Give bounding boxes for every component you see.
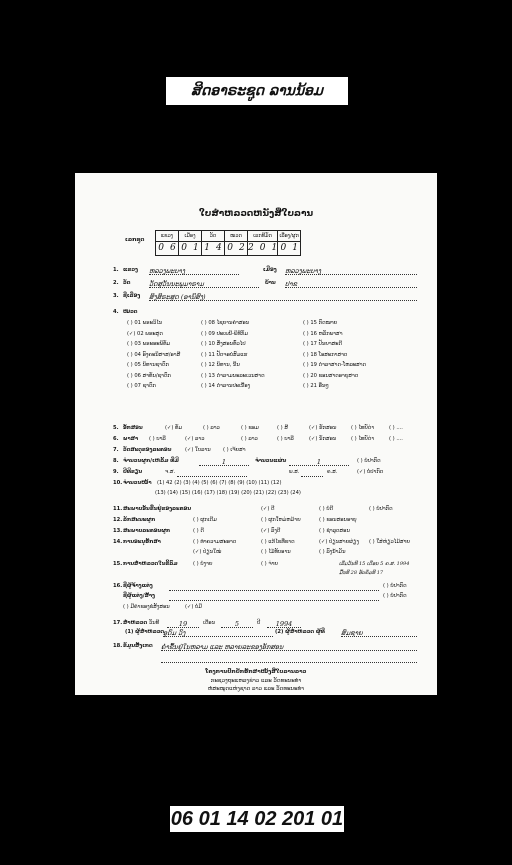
option[interactable]: ( ) ບໍ່ປາກົດ <box>383 593 407 599</box>
field-number: 15. <box>113 561 123 567</box>
survey-day: 19 <box>167 620 199 628</box>
field-number: 14. <box>113 539 123 545</box>
category-option[interactable]: ( ) 17 ປັນຍາສະດີ <box>303 341 343 347</box>
page-count-numbers: (1) 42 (2) (3) (4) (5) (6) (7) (8) (9) (10) (11) (12) <box>157 480 282 486</box>
field-title <box>113 293 423 301</box>
field-label: ຈຳນວນໜ້າ <box>123 480 152 486</box>
row-script <box>113 425 423 433</box>
code-header-row <box>156 231 301 242</box>
option[interactable]: ( ) ຂອມ <box>241 425 259 431</box>
code-digit: 4 <box>216 242 222 253</box>
era-label: ຈ.ສ. <box>165 469 176 475</box>
code-digit: 1 <box>271 242 278 253</box>
option[interactable]: ( ) ໄທຍ໌ດ່າ <box>351 436 375 442</box>
leaf-count-value: 1 <box>289 458 349 466</box>
field-number: 11. <box>113 506 123 512</box>
option[interactable]: ( ) ບໍ່ປາກົດ <box>369 506 393 512</box>
category-option[interactable]: ( ) 11 ປັດຈອບໍສົມແຮ <box>201 351 248 358</box>
code-digit: 0 <box>259 242 266 253</box>
survey-form-sheet <box>75 173 437 695</box>
field-label: ຊື່ຜູ້ຈ້າງແຕ່ງ <box>123 583 153 589</box>
code-digit: 2 <box>239 242 245 253</box>
row-surveyor <box>113 620 423 640</box>
option[interactable]: ( ) ຊຳລຸດສອນ <box>319 528 350 534</box>
row-conservation <box>113 539 423 557</box>
field-label: ຂໍ້ມູນສັງເກດ <box>123 643 153 649</box>
field-number: 12. <box>113 517 123 523</box>
manuscript-code-table <box>155 230 301 256</box>
option[interactable]: ( ) ຈ່າຍ <box>261 561 278 567</box>
row-language <box>113 436 423 444</box>
option[interactable]: ( ) ບໍ່ປາກົດ <box>383 583 407 589</box>
category-option[interactable]: ( ) 12 ນິທານ, ນິ້ນ <box>201 362 240 368</box>
bundle-count-value: 1 <box>199 458 249 466</box>
option[interactable]: (✓) ໃບລານ <box>185 447 211 453</box>
section-category: 4. ໝວດ <box>113 309 138 315</box>
manuscript-code-caption <box>170 806 344 832</box>
code-digit-row <box>156 242 301 256</box>
category-option[interactable]: ( ) 08 ໄຊຍານຄຳສອນ <box>201 320 250 326</box>
date-label: ປີ <box>257 620 261 626</box>
title-value: ສິງສິຣະສູດ (ອານິສົງ) <box>149 293 417 301</box>
page-count-numbers: (13) (14) (15) (16) (17) (18) (19) (20) (21) (22) (23) (24) <box>155 490 301 496</box>
temple-value: ວັດສຸວັນນະພູມາຣາມ <box>149 280 259 288</box>
option[interactable]: ( ) ບໍ່ງາຍ <box>193 561 213 567</box>
option[interactable]: ( ) ທຳຄວາມສະອາດ <box>193 539 237 545</box>
category-option[interactable]: ( ) 06 ສາທັນ/ຊາດົກ <box>127 372 171 379</box>
row-sponsor <box>113 583 423 591</box>
category-option[interactable]: ( ) 10 ສັ່ງສອນທົ່ວໄປ <box>201 341 246 347</box>
category-option[interactable]: ( ) 18 ໂອສະກາສາດ <box>303 351 348 358</box>
category-option[interactable]: ( ) 20 ຂອນສາດອາຍຸສາດ <box>303 372 359 379</box>
row-colophon <box>113 604 423 612</box>
category-option[interactable]: ( ) 21 ອື່ນໆ <box>303 383 329 389</box>
option[interactable]: ( ) ໄມ້ທັບອານ <box>261 549 291 555</box>
option[interactable]: (✓) ຮັກສອນ <box>309 425 337 431</box>
option[interactable]: ( ) ຂອນສອນອາຍຸ <box>319 517 357 523</box>
surveyor-label: (1) ຜູ້ສຳຫລວດ <box>125 629 165 635</box>
field-number: 6. <box>113 436 119 442</box>
field-number: 7. <box>113 447 119 453</box>
option[interactable]: ( ) ໃສ່ຫ່ຽວໄມ້ສາຍ <box>369 539 410 545</box>
field-number: 9. <box>113 469 119 475</box>
field-label: ສະພາບລະຄອນຜູກ <box>123 528 171 534</box>
category-option[interactable]: ( ) 09 ປະເພນີ-ພິທີກັມ <box>201 330 248 337</box>
option[interactable]: ( ) .... <box>389 436 403 442</box>
code-digit: 0 <box>158 242 164 253</box>
row-condition <box>113 506 423 514</box>
manuscript-code: 06 01 14 02 201 01 <box>170 807 344 830</box>
field-label: ການສຳຫລວດໃນຂີ້ລົມ <box>123 561 178 567</box>
option[interactable]: ( ) ບາລີ <box>277 436 294 442</box>
code-header: ເລກທີມັດ <box>248 231 278 242</box>
field-label: ຈຳນວນຜູກ/ເຫລັ້ມ ທີ່ມີ <box>123 458 179 464</box>
option[interactable]: (✓) ລົງດີ <box>261 528 281 534</box>
category-option[interactable]: ( ) 03 ພຣະອະພິທັມ <box>127 341 171 347</box>
survey-year: 1994 <box>267 620 301 628</box>
field-label: ຊື່ຜູ້ແຕ່ງ/ສ້າງ <box>123 593 156 599</box>
option[interactable]: ( ) ມີຄຳຂອງຂໍສັງສອນ <box>123 604 170 610</box>
collection-title: ສິດອາຣະຊູດ ລານນ້ອມ <box>191 83 323 99</box>
category-option[interactable]: ( ) 07 ຊາດົກ <box>127 383 156 389</box>
option[interactable]: (✓) ລາວ <box>185 436 205 442</box>
survey-month: 5 <box>221 620 253 628</box>
option[interactable]: ( ) ເຈ້ຍສາ <box>223 447 246 453</box>
province-value: ຫລວງພະບາງ <box>149 267 239 275</box>
code-header: ແຂວງ <box>156 231 179 242</box>
option[interactable]: ( ) ບໍ່ປາກົດ <box>357 458 381 464</box>
era-label: ພ.ສ. <box>289 469 300 475</box>
form-title: ໃບສຳຫລວດຫນັງສືໃບລານ <box>198 209 314 219</box>
field-number: 2. <box>113 280 119 286</box>
option[interactable]: (✓) ປ່ຽນສາຍຜ່ຽງ <box>319 539 359 545</box>
option[interactable]: ( ) ລາວ <box>241 436 258 442</box>
code-header: ເລື່ອງ/ຜູກ <box>278 231 301 242</box>
survey-end-date: ມື້ນທີ 28 ອັບຄັມທີ 17 <box>339 570 384 576</box>
row-author <box>113 593 423 601</box>
category-option[interactable]: ( ) 01 ພຣະວິໄນ <box>127 320 163 326</box>
row-page-count <box>113 480 423 500</box>
field-label: ການອະນຸຮັກສາ <box>123 539 161 545</box>
code-digit: 2 <box>248 242 254 253</box>
ministry-name: ກະຊວງຖະແຫລງຂ່າວ ແລະ ວັດທະນະທຳ <box>210 678 302 684</box>
row-bundle-count <box>113 458 423 466</box>
field-label: ແຂວງ <box>123 267 138 273</box>
field-label: ບ້ານ <box>265 280 276 286</box>
row-year <box>113 469 423 477</box>
code-header: ເມືອງ <box>179 231 202 242</box>
option[interactable]: (✓) ດີ <box>261 506 275 512</box>
second-surveyor-name: ສົມຊາຍ <box>341 629 417 637</box>
row-bundle-type <box>113 517 423 525</box>
surveyor-name: ອຸດົມ ວົງ <box>163 629 273 637</box>
code-digit: 0 <box>280 242 287 253</box>
field-temple <box>113 280 423 288</box>
field-number: 17. <box>113 620 123 626</box>
date-label: ເດືອນ <box>203 620 216 626</box>
field-label: ສຳຫລວດ <box>123 620 148 626</box>
field-label: ພາສາ <box>123 436 139 442</box>
code-digit: 0 <box>181 242 187 253</box>
option[interactable]: (✓) ປ່ຽນໃໝ່ <box>193 549 222 555</box>
row-remarks <box>113 643 423 651</box>
row-survey-period <box>113 561 423 579</box>
field-label: ວັດ <box>123 280 131 286</box>
code-digit: 1 <box>204 242 210 253</box>
option[interactable]: ( ) ລາວ <box>203 425 220 431</box>
row-bundle-state <box>113 528 423 536</box>
option[interactable]: (✓) ບໍ່ປາກົດ <box>357 469 384 475</box>
field-number: 5. <box>113 425 119 431</box>
field-number: 3. <box>113 293 119 299</box>
project-name: ໂຄງການປົກປັກຮັກສາໜັງສືໃບລານລາວ <box>205 669 307 675</box>
date-label: ວັນທີ <box>149 620 160 626</box>
category-option[interactable]: ( ) 04 ອົງຄະນິສາສ/ອາສີ <box>127 351 181 358</box>
option[interactable]: ( ) ຜູກໃຫມ່ຫມ້າຍ <box>261 517 301 523</box>
field-number: 16. <box>113 583 123 589</box>
category-option[interactable]: ( ) 15 ກົດໝາຍ <box>303 320 338 326</box>
option[interactable]: ( ) ໄທຍ໌ດ່າ <box>351 425 375 431</box>
field-number: 10. <box>113 480 123 486</box>
field-label: ຊື່ເລື່ອງ <box>123 293 141 299</box>
collection-title-label <box>166 77 348 105</box>
field-label: ສະພາບອັນຂື້ນຢູ່ຂອງລະຄອນ <box>123 506 192 512</box>
option[interactable]: ( ) ສີ <box>277 425 288 431</box>
option[interactable]: (✓) ບໍ່ມີ <box>185 604 202 610</box>
field-label: ຈຳນວນແຜ່ນ <box>255 458 287 464</box>
option[interactable]: ( ) ບໍ່ດີ <box>319 506 334 512</box>
field-number: 1. <box>113 267 119 273</box>
era-label: ຄ.ສ. <box>327 469 338 475</box>
option[interactable]: ( ) ລົງນ້ຳມັນ <box>319 549 346 555</box>
category-option[interactable]: ( ) 19 ດຳລາສາດ-ໂຫລະສາດ <box>303 362 367 368</box>
code-digit: 1 <box>292 242 298 253</box>
survey-start-date: ເລີ່ມວັນທີ 15 ເດືອນ 5 ຄ.ສ. 1994 <box>339 561 410 567</box>
category-option[interactable]: ( ) 14 ດຳລານປະເນື້ອງ <box>201 383 251 389</box>
section-label: ໝວດ <box>123 309 138 315</box>
row-material <box>113 447 423 455</box>
option[interactable]: ( ) .... <box>389 425 403 431</box>
code-label: ເລກຊຸດ <box>125 237 145 243</box>
field-number: 13. <box>113 528 123 534</box>
remarks-value: ຄຳຂຶ້ນຢູ່ໃນຫລາມ ແລະ ຫລາຍລະຂອງອັກສອນ <box>161 643 417 651</box>
surveyor-label: (2) ຜູ້ສຳຫລວດ ຜູ້ທີ່ <box>275 629 325 635</box>
district-value: ຫລວງພະບາງ <box>285 267 417 275</box>
field-number: 8. <box>113 458 119 464</box>
field-label: ວັດສະດຸຂອງລະຄອນ <box>123 447 172 453</box>
category-option[interactable]: ( ) 05 ນິທານຊາດົກ <box>127 362 169 368</box>
field-number: 18. <box>113 643 123 649</box>
field-province <box>113 267 423 275</box>
option[interactable]: ( ) ແກ້ໄຂທີ່ຂາດ <box>261 539 295 545</box>
field-label: ປີທີຂຽນ <box>123 469 143 475</box>
category-option[interactable]: ( ) 16 ຫລັກພາສາ <box>303 330 343 337</box>
field-label: ລັກສະນະຜູກ <box>123 517 156 523</box>
code-digit: 0 <box>227 242 233 253</box>
option[interactable]: (✓) ນັກສອນ <box>309 436 337 442</box>
village-value: ປາຂ <box>285 280 417 288</box>
code-header: ວັດ <box>202 231 225 242</box>
option[interactable]: ( ) ບາລີ <box>149 436 166 442</box>
option[interactable]: ( ) ຜູກເດີມ <box>193 517 217 523</box>
code-digit: 6 <box>170 242 176 253</box>
field-label: ເມືອງ <box>263 267 277 273</box>
option[interactable]: (✓) ທັມ <box>165 425 183 431</box>
category-option[interactable]: ( ) 13 ດຳລາມນະລະເວນສາດ <box>201 372 265 379</box>
field-label: ອັກສອນ <box>123 425 143 431</box>
code-digit: 1 <box>193 242 199 253</box>
category-option[interactable]: (✓) 02 ພຣະສູດ <box>127 330 163 337</box>
code-header: ໝວດ <box>225 231 248 242</box>
library-name: ຫໍສະໝຸດແຫ່ງຊາດ ລາວ ແລະ ວັດທະນະທຳ <box>207 686 305 692</box>
option[interactable]: ( ) ດີ <box>193 528 204 534</box>
